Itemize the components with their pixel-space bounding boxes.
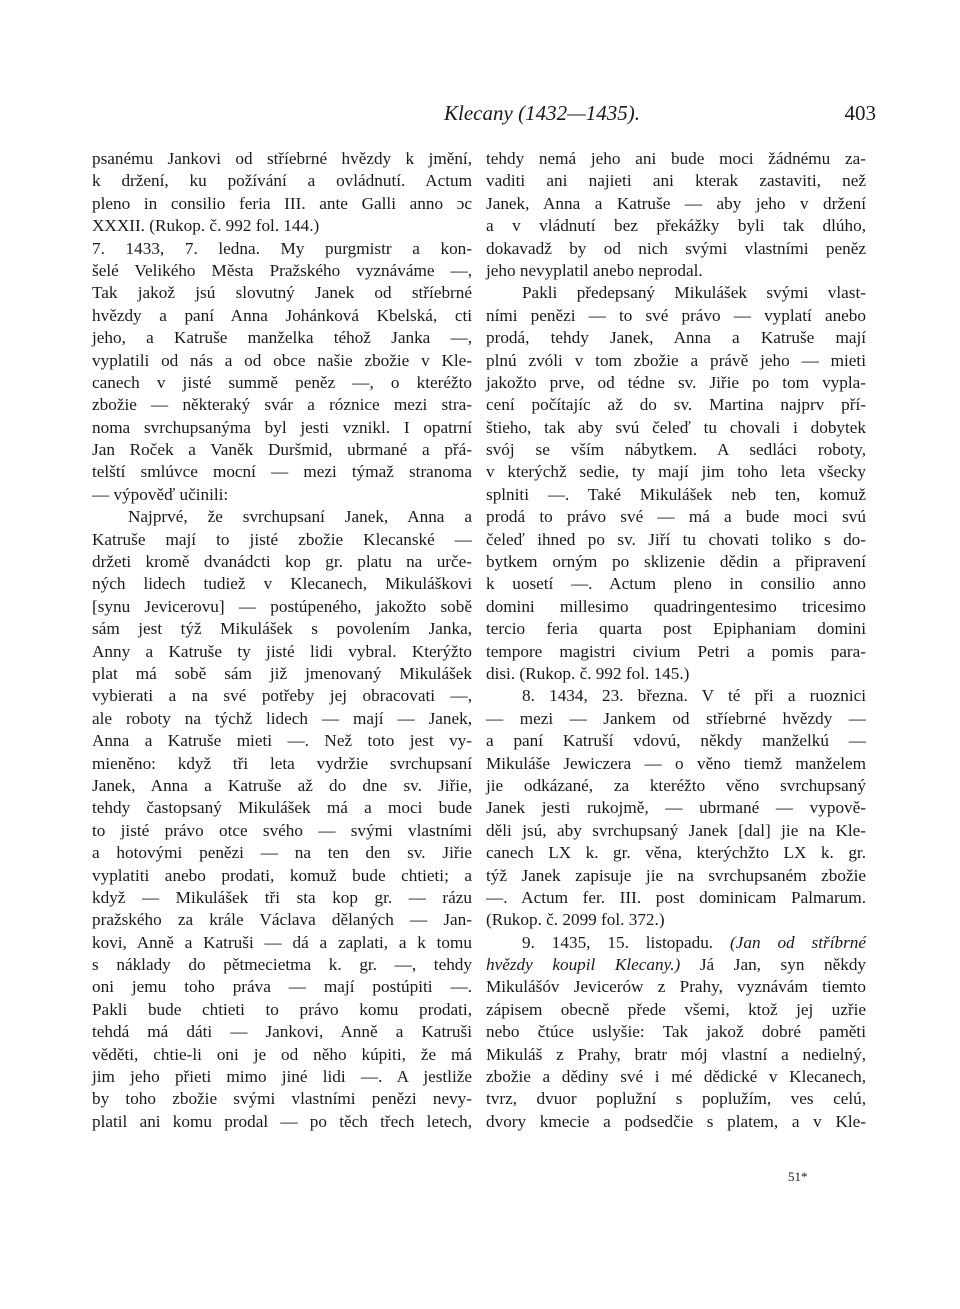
text-line: Janek, Anna a Katruše — aby jeho v držení (486, 193, 866, 213)
text-line: držeti kromě dvanádcti kop gr. platu na urče- (92, 552, 472, 572)
text-line: čeleď ihned po sv. Jiří tu chovati toliko s do- (486, 529, 866, 549)
text-line: Katruše mají to jisté zbožie Klecanské — (92, 529, 472, 549)
text-line: disi. (Rukop. č. 992 fol. 145.) (486, 663, 690, 683)
text-line: věděti, chtie-li oni je od něho kúpiti, že má (92, 1044, 472, 1064)
text-line: XXXII. (Rukop. č. 992 fol. 144.) (92, 216, 320, 236)
text-line: a hotovými penězi — na ten den sv. Jiřie (92, 843, 472, 863)
text-line: Pakli bude chtieti to právo komu prodati, (92, 999, 472, 1019)
text-line: šelé Velikého Města Pražského vyznáváme —, (92, 260, 472, 280)
text-line: 8. 1434, 23. března. V té při a ruoznici (522, 686, 866, 706)
right-column (486, 148, 866, 1133)
text-line: tempore magistri civium Petri a pomis para- (486, 641, 866, 661)
text-line: 7. 1433, 7. ledna. My purgmistr a kon- (92, 238, 472, 258)
text-line: děli jsú, aby svrchupsaný Janek [dal] jie na Kle- (486, 820, 866, 840)
text-line: ními penězi — to své právo — vyplatí anebo (486, 305, 866, 325)
text-line: mieněno: když tři leta vydržie svrchupsaní (92, 753, 472, 773)
text-line: prodá to právo své — má a bude moci svú (486, 507, 866, 527)
text-line: sám jest týž Mikulášek s povolením Janka, (92, 619, 472, 639)
text-line: telští smlúvce mocní — mezi týmaž stranoma (92, 462, 472, 482)
text-line: oni jemu toho práva — mají postúpiti —. (92, 977, 472, 997)
text-line: domini millesimo quadringentesimo tricesimo (486, 596, 866, 616)
text-line: Mikuláše Jewiczera — o věno tiemž manželem (486, 753, 866, 773)
page-number: 403 (844, 101, 876, 125)
text-line: prodá, tehdy Janek, Anna a Katruše mají (486, 328, 866, 348)
text-line: Anna a Katruše mieti —. Než toto jest vy- (92, 731, 472, 751)
text-line: jie odkázané, za kteréžto věno svrchupsaný (486, 775, 866, 795)
text-line: — výpověď učinili: (92, 484, 229, 504)
text-line: Mikulášóv Jevicerów z Prahy, vyznávám tiemto (486, 977, 866, 997)
text-line: k držení, ku požívání a ovládnutí. Actum (92, 171, 472, 191)
text-line: tehdy nemá jeho ani bude moci žádnému za- (486, 149, 866, 168)
text-line: jeho, a Katruše manželka téhož Janka —, (92, 328, 472, 348)
text-line: a paní Katruší vdovú, někdy manželkú — (486, 731, 866, 751)
text-line: pražského za krále Václava dělaných — Jan- (92, 910, 472, 930)
text-line: canech v jisté summě peněz —, o kteréžto (92, 372, 472, 392)
text-line: tercio feria quarta post Epiphaniam domini (486, 619, 866, 639)
text-line: 9. 1435, 15. listopadu. (Jan od stříbrné (522, 932, 866, 952)
text-line: v kterýchž sedie, ty mají jim toho leta všecky (486, 462, 866, 482)
text-line: Janek jesti rukojmě, — ubrmané — vypově- (486, 798, 866, 818)
text-line: plnú zvóli v tom zbožie a právě jeho — mieti (486, 350, 866, 370)
text-line: — mezi — Jankem od stříebrné hvězdy — (486, 708, 866, 728)
text-line: ale roboty na týchž lidech — mají — Janek, (92, 708, 472, 728)
text-line: zbožie a dědiny své i mé dědické v Klecanech, (486, 1067, 866, 1087)
text-line: platil ani komu prodal — po těch třech letech, (92, 1111, 472, 1131)
text-line: Jan Roček a Vaněk Duršmid, ubrmané a přá- (92, 440, 472, 460)
text-line: k uosetí —. Actum pleno in consilio anno (486, 574, 866, 594)
text-line: splniti —. Také Mikulášek neb ten, komuž (486, 484, 866, 504)
text-line: jeho nevyplatil anebo neprodal. (486, 260, 703, 280)
text-line: kovi, Anně a Katruši — dá a zaplati, a k tomu (92, 932, 472, 952)
text-line: ných lidech tudiež v Klecanech, Mikuláškovi (92, 574, 472, 594)
text-line: vyplatili od nás a od obce našie zbožie v Kle- (92, 350, 472, 370)
text-line: nebo čtúce uslyšie: Tak jakož dobré paměti (486, 1022, 866, 1042)
text-line: psanému Jankovi od stříebrné hvězdy k jmění, (92, 149, 472, 168)
text-line: zbožie — některaký svár a róznice mezi stra- (92, 395, 472, 415)
text-line: štieho, tak aby svú čeleď tu chovali i dobytek (486, 417, 866, 437)
text-line: hvězdy koupil Klecany.) Já Jan, syn někdy (486, 955, 867, 975)
text-line: tvrz, dvuor poplužní s poplužím, ves celú, (486, 1089, 866, 1109)
text-line: Tak jakož jsú slovutný Janek od stříebrné (92, 283, 472, 303)
text-line: Mikuláš z Prahy, bratr mój vlastní a nedielný, (486, 1044, 866, 1064)
text-line: s náklady do pětmecietma k. gr. —, tehdy (92, 955, 472, 975)
text-line: [synu Jevicerovu] — postúpeného, jakožto sobě (92, 596, 472, 616)
text-line: to jisté právo otce svého — svými vlastními (92, 820, 472, 840)
text-line: canech LX k. gr. věna, kterýchžto LX k. gr. (486, 843, 866, 863)
text-line: vybierati a na své potřeby jej obracovati —, (92, 686, 472, 706)
text-line: —. Actum fer. III. post dominicam Palmarum. (486, 887, 866, 907)
text-line: Najprvé, že svrchupsaní Janek, Anna a (128, 507, 472, 527)
text-line: týž Janek zapisuje jie na svrchupsaném zbožie (486, 865, 866, 885)
text-line: dvory kmecie a podsedčie s platem, a v Kle- (486, 1111, 866, 1131)
text-line: vaditi ani najieti ani kterak zastaviti, než (486, 171, 866, 191)
text-line: (Rukop. č. 2099 fol. 372.) (486, 910, 665, 930)
text-line: svój se vším nábytkem. A sedláci roboty, (486, 440, 866, 460)
text-line: Anny a Katruše ty jisté lidi vybral. Kterýžto (92, 641, 472, 661)
text-line: pleno in consilio feria III. ante Galli anno ɔc (92, 193, 472, 213)
running-title: Klecany (1432—1435). (444, 101, 640, 125)
text-line: noma svrchupsanýma byl jesti vznikl. I opatrní (92, 417, 472, 437)
text-line: vyplatiti anebo prodati, komuž bude chtieti; a (92, 865, 472, 885)
text-line: a v vládnutí bez překážky byli tak dlúho, (486, 216, 866, 236)
text-line: by toho zbožie svými vlastními penězi nevy- (92, 1089, 472, 1109)
text-line: když — Mikulášek tři sta kop gr. — rázu (92, 887, 472, 907)
left-column (92, 148, 472, 1133)
text-line: bytkem orným po sklizenie dědin a připravení (486, 552, 866, 572)
text-line: dokavadž by od nich svými vlastními peněz (486, 238, 866, 258)
text-line: hvězdy a paní Anna Johánková Kbelská, cti (92, 305, 472, 325)
text-line: tehdy častopsaný Mikulášek má a moci bude (92, 798, 472, 818)
text-line: zápisem obecně přede všemi, ktož jej uzřie (486, 999, 866, 1019)
signature-mark: 51* (788, 1169, 808, 1184)
text-line: Janek, Anna a Katruše až do dne sv. Jiřie, (92, 775, 472, 795)
running-head (92, 98, 876, 128)
text-line: jakožto prve, od tédne sv. Jiřie po tom vypla- (486, 372, 866, 392)
text-line: plat má sobě sám již jmenovaný Mikulášek (92, 663, 472, 683)
text-line: tehdá má dáti — Jankovi, Anně a Katruši (92, 1022, 472, 1042)
text-line: cení počítajíc až do sv. Martina najprv pří- (486, 395, 866, 415)
text-line: Pakli předepsaný Mikulášek svými vlast- (522, 283, 866, 303)
text-line: jim jeho přieti mimo jiné lidi —. A jestliže (92, 1067, 472, 1087)
